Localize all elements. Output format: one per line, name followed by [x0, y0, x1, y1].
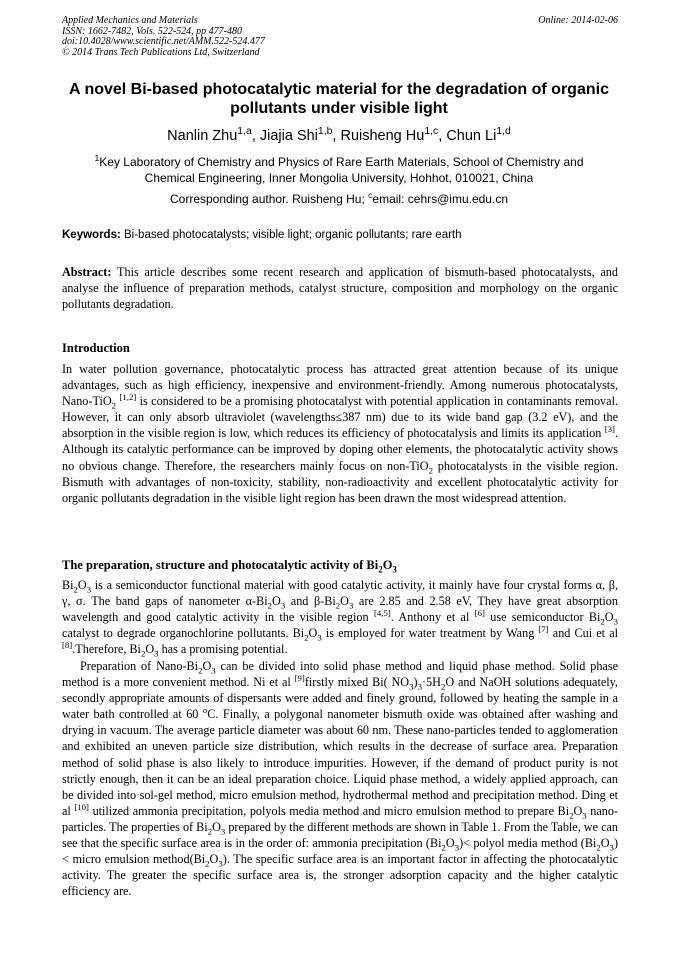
- superscript: [6]: [474, 608, 485, 619]
- subscript: 3: [454, 842, 460, 853]
- keywords-label: Keywords:: [62, 229, 121, 241]
- author-name: Ruisheng Hu: [340, 128, 425, 144]
- text-run: and β-Bi: [285, 594, 336, 609]
- text-run: O: [445, 836, 455, 851]
- text-run: .Therefore, Bi: [72, 642, 141, 657]
- subscript: 3: [348, 600, 354, 611]
- text-run: O: [382, 558, 393, 572]
- author-affil-mark: 1,d: [496, 126, 511, 138]
- copyright-line: © 2014 Trans Tech Publications Ltd, Switzerland: [62, 46, 260, 58]
- text-run: catalyst to degrade organochlorine pollutants. Bi: [62, 626, 305, 641]
- text-run: photocatalysts in the visible region. Bismuth with advantages of non-toxicity, stability, non-radioactivity and excellent photocatalytic activity for organic pollutants degradation in the visible light region has been drawn the most widespread attention.: [62, 458, 618, 505]
- author-2: [260, 128, 341, 144]
- subscript: 3: [582, 810, 587, 821]
- superscript: [4,5]: [373, 608, 391, 619]
- subscript: 3: [317, 632, 322, 643]
- subscript: 2: [600, 616, 605, 627]
- text-run: ). The specific surface area is an important factor in affecting the photocatalytic activity. The greater the specific surface area is, the stronger adsorption capacity and the higher catalytic efficiency are.: [62, 852, 618, 899]
- text-run: nano-particles. The properties of Bi: [62, 803, 619, 834]
- text-run: O: [77, 578, 87, 592]
- text-run: In water pollution governance, photocatalytic process has attracted great attention because of its unique advantages, such as high efficiency, inexpensive and environment-friendly. Among numerous photocatalysts, Nano-TiO: [62, 362, 618, 409]
- subscript: 2: [140, 648, 146, 659]
- author-4: [446, 128, 511, 144]
- text-run: Preparation of Nano-Bi: [80, 659, 199, 673]
- affiliation-mark: 1: [94, 153, 100, 163]
- text-run: O: [145, 642, 155, 657]
- text-run: The preparation, structure and photocatalytic activity of Bi: [62, 558, 379, 572]
- text-run: is employed for water treatment by Wang: [321, 626, 539, 641]
- subscript: 2: [205, 858, 210, 869]
- subscript: 2: [335, 600, 341, 611]
- text-run: O: [202, 659, 212, 673]
- superscript: [10]: [74, 801, 89, 812]
- text-run: O: [600, 836, 610, 851]
- subscript: 2: [378, 564, 383, 575]
- introduction-paragraph: [62, 361, 618, 506]
- text-run: utilized ammonia precipitation, polyols media method and micro emulsion method to prepare Bi: [88, 803, 570, 818]
- email-label: email:: [372, 192, 408, 206]
- subscript: 3: [417, 681, 422, 692]
- subscript: 2: [596, 842, 601, 853]
- abstract: [62, 264, 618, 312]
- author-list: [50, 127, 628, 145]
- author-separator: ,: [332, 128, 341, 144]
- journal-name: Applied Mechanics and Materials: [62, 15, 198, 26]
- subscript: 2: [304, 632, 309, 643]
- text-run: O: [209, 852, 219, 867]
- superscript: [7]: [538, 624, 549, 635]
- doi-line: doi:10.4028/www.scientific.net/AMM.522-524.477: [62, 36, 265, 47]
- corresponding-prefix: Corresponding author. Ruisheng Hu;: [169, 192, 369, 206]
- text-run: O: [340, 594, 349, 609]
- corresponding-author: [50, 191, 628, 207]
- superscript: [3]: [604, 424, 615, 435]
- subscript: 3: [218, 858, 223, 869]
- text-run: O: [212, 819, 221, 834]
- text-run: use semiconductor Bi: [484, 610, 601, 625]
- subscript: 3: [86, 584, 92, 595]
- author-name: Jiajia Shi: [259, 128, 318, 144]
- keywords: [62, 228, 618, 243]
- author-affil-mark: 1,a: [237, 126, 252, 138]
- superscript: [1,2]: [119, 392, 137, 403]
- text-run: are 2.85 and 2.58 eV, They have great absorption wavelength and good catalytic activity in the visible region: [62, 594, 618, 625]
- subscript: 2: [440, 681, 446, 692]
- subscript: 3: [154, 648, 159, 659]
- corresponding-mark: c: [368, 190, 373, 200]
- superscript: [8]: [62, 640, 73, 651]
- subscript: 2: [428, 465, 433, 475]
- author-name: Nanlin Zhu: [167, 128, 238, 144]
- author-1: [167, 128, 260, 144]
- subscript: 3: [613, 616, 618, 627]
- superscript: o: [202, 705, 208, 716]
- text-run: )< micro emulsion method(Bi: [62, 836, 618, 867]
- preparation-paragraph-1: [62, 577, 618, 657]
- subscript: 3: [211, 665, 216, 676]
- text-run: is considered to be a promising photocatalyst with potential application in contaminants removal. However, it can only absorb ultraviolet (wavelengths≤387 nm) due to its wide band gap (3.2 eV), and the absorption in the visible region is low, which reduces its efficiency of photocatalysis and limits its application: [62, 394, 618, 441]
- text-run: ·5H: [421, 675, 441, 690]
- subscript: 3: [280, 600, 286, 611]
- subscript: 2: [198, 665, 203, 676]
- author-separator: ,: [438, 128, 447, 144]
- journal-header: [62, 16, 618, 58]
- affiliation: [70, 154, 608, 186]
- subscript: 3: [409, 681, 414, 692]
- subscript: 3: [220, 826, 226, 837]
- text-run: O: [604, 610, 614, 625]
- author-name: Chun Li: [446, 128, 497, 144]
- keywords-text: Bi-based photocatalysts; visible light; organic pollutants; rare earth: [120, 229, 462, 241]
- abstract-label: Abstract:: [62, 265, 112, 279]
- introduction-heading: Introduction: [62, 341, 130, 355]
- text-run: Bi: [62, 578, 74, 592]
- text-run: O: [272, 594, 281, 609]
- subscript: 2: [207, 826, 213, 837]
- text-run: )< polyol media method (Bi: [459, 836, 597, 851]
- author-3: [340, 128, 446, 144]
- text-run: firstly mixed Bi( NO: [304, 675, 410, 690]
- subscript: 2: [569, 810, 574, 821]
- preparation-heading: [62, 557, 618, 573]
- subscript: 2: [111, 400, 117, 411]
- text-run: . Anthony et al: [390, 610, 475, 625]
- subscript: 2: [73, 584, 78, 595]
- affiliation-text: Key Laboratory of Chemistry and Physics of Rare Earth Materials, School of Chemistry and Chemical Engineering, Inner Mongolia University, Hohhot, 010021, China: [99, 155, 584, 185]
- subscript: 2: [267, 600, 273, 611]
- abstract-text: This article describes some recent research and application of bismuth-based photocatalysts, and analyse the influence of preparation methods, catalyst structure, composition and morphology on the organic pollutants degradation.: [62, 265, 618, 312]
- text-run: is a semiconductor functional material with good catalytic activity, it mainly have four crystal forms α, β, γ, σ. The band gaps of nanometer α-Bi: [62, 578, 618, 609]
- text-run: O: [573, 803, 583, 818]
- subscript: 3: [609, 842, 614, 853]
- text-run: has a promising potential.: [158, 642, 288, 657]
- text-run: . Although its catalytic performance can be improved by doping other elements, the photocatalytic activity shows no obvious change. Therefore, the researchers mainly focus on non-TiO: [62, 426, 618, 473]
- superscript: [9]: [294, 673, 305, 684]
- subscript: 3: [392, 564, 397, 575]
- online-date: Online: 2014-02-06: [538, 15, 618, 26]
- text-run: and Cui et al: [548, 626, 619, 641]
- author-affil-mark: 1,b: [317, 126, 333, 138]
- text-run: O: [308, 626, 318, 641]
- issn-line: ISSN: 1662-7482, Vols. 522-524, pp 477-480: [62, 25, 242, 37]
- email-address[interactable]: cehrs@imu.edu.cn: [407, 192, 508, 206]
- text-run: C. Finally, a polygonal nanometer bismuth oxide was obtained after washing and drying in vacuum. The average particle diameter was about 60 nm. These nano-particles tended to agglomeration and exhibited an uneven particle size distribution, which results in the decrease of surface area. Preparation method of solid phase is also likely to introduce impurities. However, if the demand of product purity is not strictly enough, then it can be an ideal preparation choice. Liquid phase method, a widely applied approach, can be divided into sol-gel method, micro emulsion method, hydrothermal method and precipitation method. Ding et al: [62, 707, 618, 818]
- text-run: ): [413, 675, 418, 690]
- text-run: O and NaOH solutions adequately, secondly appropriate amounts of dispersants were added and finely ground, followed by heating the sample in a water bath controlled at 60: [62, 675, 618, 722]
- text-run: can be divided into solid phase method and liquid phase method. Solid phase method is a more convenient method. Ni et al: [62, 659, 618, 690]
- author-affil-mark: 1,c: [424, 126, 439, 138]
- text-run: prepared by the different methods are shown in Table 1. From the Table, we can see that the specific surface area is in the order of: ammonia precipitation (Bi: [62, 819, 618, 851]
- paper-title: A novel Bi-based photocatalytic material for the degradation of organic pollutants under visible light: [69, 81, 609, 117]
- author-separator: ,: [251, 128, 260, 144]
- preparation-paragraph-2: [62, 658, 618, 899]
- subscript: 2: [441, 842, 446, 853]
